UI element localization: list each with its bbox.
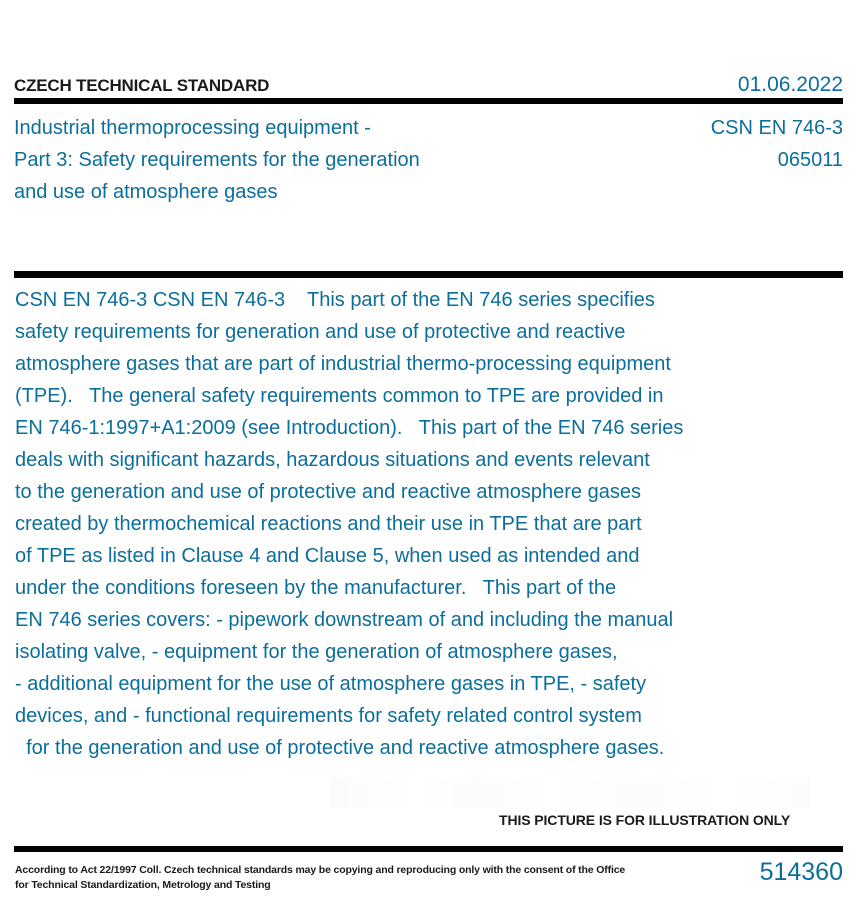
abstract-divider — [14, 271, 843, 278]
standard-title-line-1: Industrial thermoprocessing equipment - — [14, 117, 371, 139]
copyright-notice-line: for Technical Standardization, Metrology and Testing — [15, 879, 271, 891]
abstract-line: - additional equipment for the use of atmosphere gases in TPE, - safety — [15, 673, 647, 695]
abstract-line: CSN EN 746-3 CSN EN 746-3 This part of the EN 746 series specifies — [15, 289, 655, 311]
page-title: CZECH TECHNICAL STANDARD — [14, 76, 270, 95]
document-number: 514360 — [759, 858, 843, 886]
document-header — [14, 72, 843, 96]
header-divider — [14, 98, 843, 104]
abstract-line: safety requirements for generation and use of protective and reactive — [15, 321, 626, 343]
abstract-line: atmosphere gases that are part of industrial thermo-processing equipment — [15, 353, 671, 375]
abstract-text — [15, 284, 845, 764]
abstract-line: created by thermochemical reactions and their use in TPE that are part — [15, 513, 642, 535]
abstract-line: EN 746 series covers: - pipework downstream of and including the manual — [15, 609, 674, 631]
abstract-line: EN 746-1:1997+A1:2009 (see Introduction). This part of the EN 746 series — [15, 417, 684, 439]
illustration-disclaimer: THIS PICTURE IS FOR ILLUSTRATION ONLY — [499, 812, 791, 828]
standard-designation: CSN EN 746-3 — [710, 117, 843, 139]
classification-code: 065011 — [777, 149, 843, 171]
abstract-line: isolating valve, - equipment for the generation of atmosphere gases, — [15, 641, 618, 663]
abstract-line: (TPE). The general safety requirements common to TPE are provided in — [15, 385, 664, 407]
standard-title-line-2: Part 3: Safety requirements for the generation — [14, 149, 420, 171]
abstract-line: deals with significant hazards, hazardous situations and events relevant — [15, 449, 650, 471]
standard-title-line-3: and use of atmosphere gases — [14, 181, 278, 203]
abstract-line: devices, and - functional requirements for safety related control system — [15, 705, 642, 727]
copyright-notice — [15, 863, 635, 893]
standard-title — [14, 112, 420, 208]
abstract-line: for the generation and use of protective and reactive atmosphere gases. — [15, 737, 665, 759]
abstract-line: to the generation and use of protective and reactive atmosphere gases — [15, 481, 641, 503]
abstract-line: of TPE as listed in Clause 4 and Clause 5, when used as intended and — [15, 545, 640, 567]
scan-artifact — [330, 778, 810, 808]
abstract-line: under the conditions foreseen by the manufacturer. This part of the — [15, 577, 617, 599]
copyright-notice-line: According to Act 22/1997 Coll. Czech technical standards may be copying and reproducing only with the consent of the Office — [15, 864, 626, 876]
publication-date: 01.06.2022 — [737, 73, 843, 96]
title-block — [14, 112, 843, 208]
standard-identifiers — [711, 112, 843, 176]
footer-divider — [14, 846, 843, 852]
